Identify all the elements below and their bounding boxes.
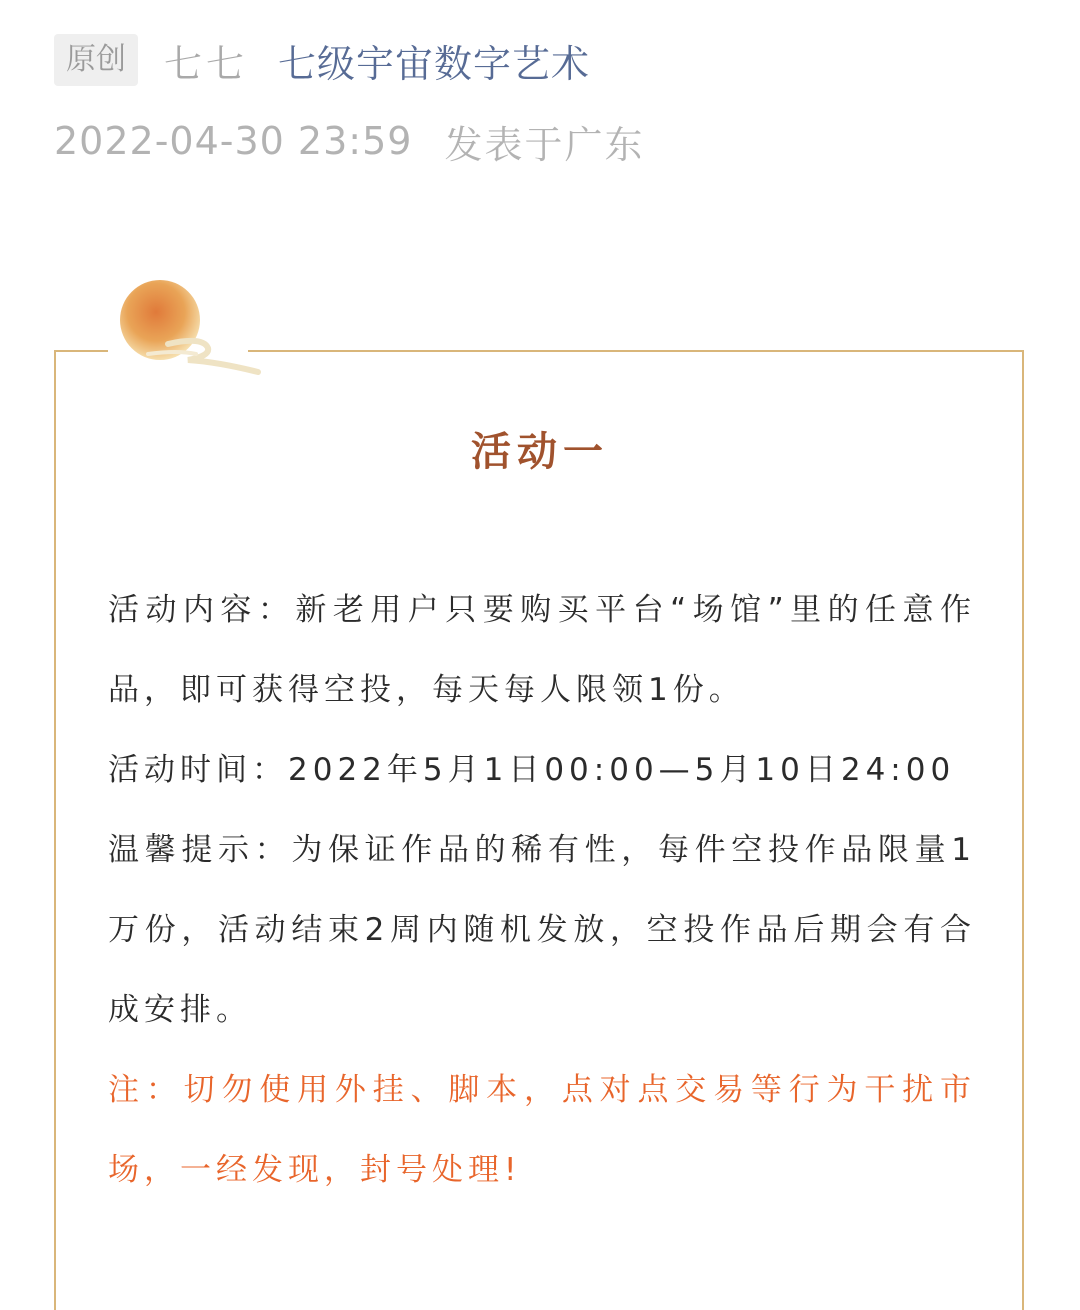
- tip-paragraph: 温馨提示：为保证作品的稀有性，每件空投作品限量1万份，活动结束2周内随机发放，空投作品后期会有合成安排。: [108, 832, 976, 1028]
- activity-title: 活动一: [471, 429, 609, 475]
- publish-location: 发表于广东: [444, 122, 645, 167]
- account-name-link[interactable]: 七级宇宙数字艺术: [278, 41, 591, 86]
- publish-date: 2022-04-30 23:59: [54, 119, 413, 163]
- activity-time-paragraph: 活动时间：2022年5月1日00:00—5月10日24:00: [108, 752, 956, 788]
- warning-paragraph: 注：切勿使用外挂、脚本，点对点交易等行为干扰市场，一经发现，封号处理!: [108, 1072, 976, 1188]
- original-badge: 原创: [54, 34, 138, 86]
- activity-content-paragraph: 活动内容：新老用户只要购买平台“场馆”里的任意作品，即可获得空投，每天每人限领1份。: [108, 592, 976, 708]
- article-meta: [54, 34, 590, 86]
- author-name[interactable]: 七七: [164, 41, 249, 86]
- setting-sun-icon: [108, 276, 268, 386]
- publish-info: [54, 114, 644, 168]
- activity-body: [108, 570, 976, 1210]
